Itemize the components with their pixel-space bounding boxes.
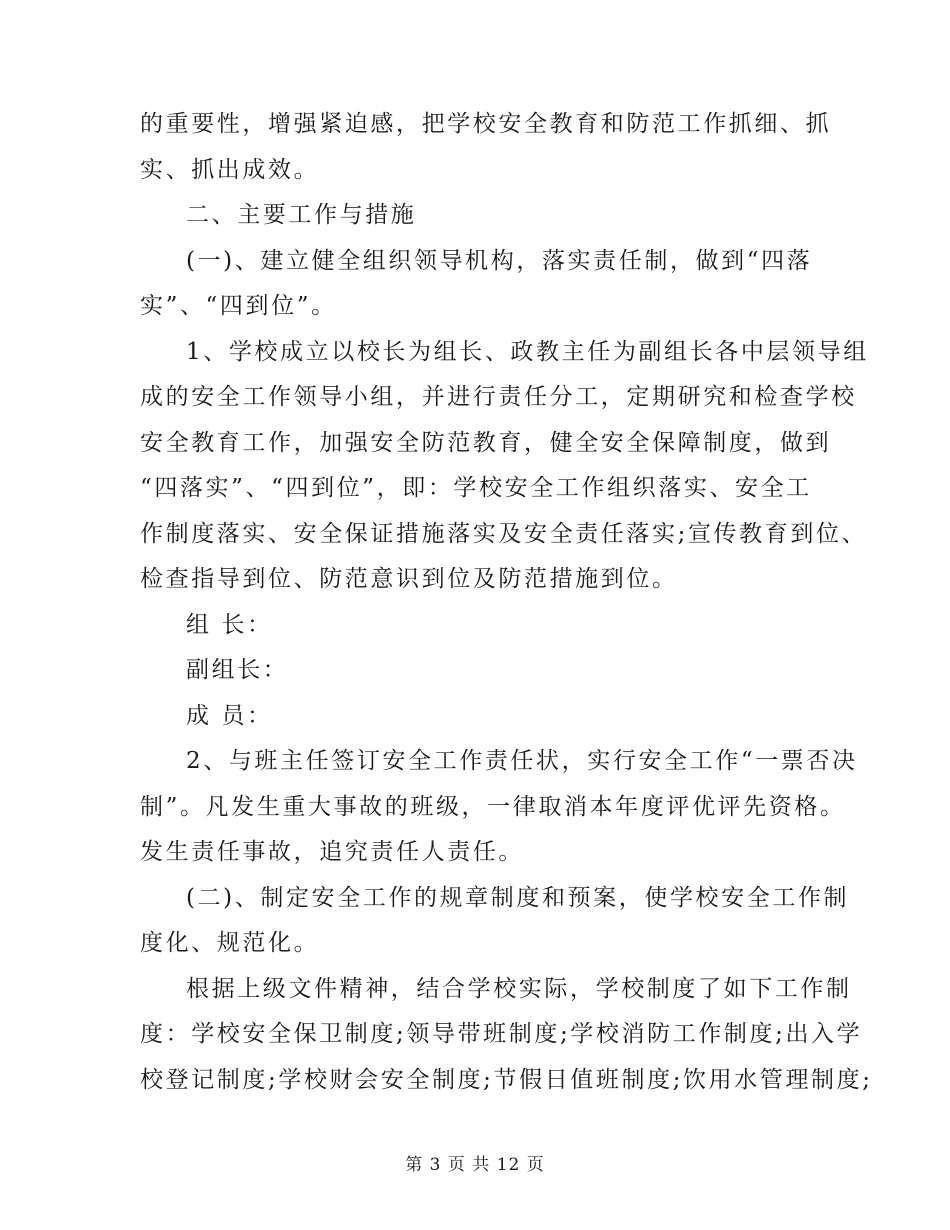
text-line: 成的安全工作领导小组，并进行责任分工，定期研究和检查学校 [140, 384, 857, 410]
text-line: 制”。凡发生重大事故的班级，一律取消本年度评优评先资格。 [140, 793, 846, 820]
members-label: 成 员： [186, 702, 273, 729]
text-line: 的重要性，增强紧迫感，把学校安全教育和防范工作抓细、抓 [140, 111, 832, 137]
section-heading: 二、主要工作与措施 [186, 202, 417, 228]
text-line: 实”、“四到位”。 [140, 293, 337, 319]
text-line: 度：学校安全保卫制度;领导带班制度;学校消防工作制度;出入学 [140, 1021, 863, 1047]
text-line: 根据上级文件精神，结合学校实际，学校制度了如下工作制 [186, 975, 852, 1002]
subsection-heading: (二)、制定安全工作的规章制度和预案，使学校安全工作制 [186, 884, 850, 911]
group-leader-label: 组 长： [186, 611, 273, 638]
page-number-footer: 第 3 页 共 12 页 [405, 1155, 545, 1175]
body-text [140, 102, 873, 1103]
text-line: 实、抓出成效。 [140, 156, 320, 183]
deputy-leader-label: 副组长： [186, 657, 289, 683]
text-line: “四落实”、“四到位”，即：学校安全工作组织落实、安全工 [140, 475, 812, 501]
subsection-heading: (一)、建立健全组织领导机构，落实责任制，做到“四落 [186, 247, 813, 274]
text-line: 作制度落实、安全保证措施落实及安全责任落实;宣传教育到位、 [140, 520, 868, 547]
text-line: 1、学校成立以校长为组长、政教主任为副组长各中层领导组 [186, 338, 869, 365]
text-line: 安全教育工作，加强安全防范教育，健全安全保障制度，做到 [140, 429, 832, 456]
text-line: 检查指导到位、防范意识到位及防范措施到位。 [140, 566, 678, 592]
text-line: 2、与班主任签订安全工作责任状，实行安全工作“一票否决 [186, 748, 858, 774]
text-line: 度化、规范化。 [140, 930, 320, 956]
text-line: 发生责任事故，追究责任人责任。 [140, 839, 524, 865]
text-line: 校登记制度;学校财会安全制度;节假日值班制度;饮用水管理制度; [140, 1066, 873, 1093]
